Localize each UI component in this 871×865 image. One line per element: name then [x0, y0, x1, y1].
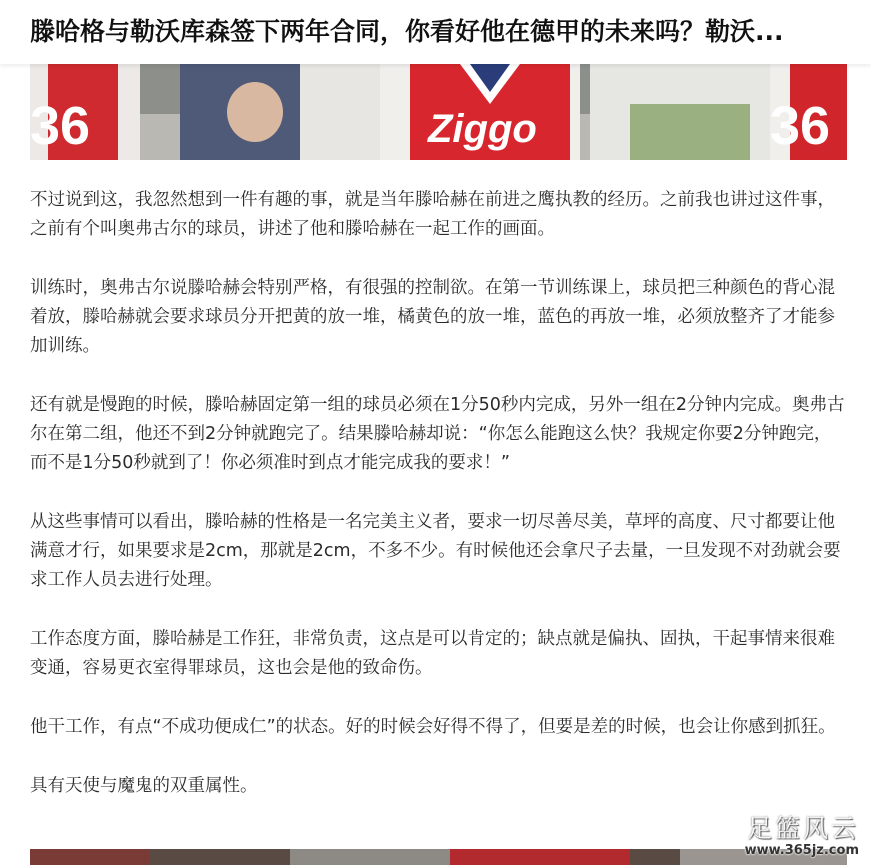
sponsor-logo-text: Ziggo [428, 107, 537, 151]
article-photo [30, 64, 847, 160]
jersey-number-left: 36 [30, 96, 91, 156]
article-paragraph: 工作态度方面，滕哈赫是工作狂，非常负责，这点是可以肯定的；缺点就是偏执、固执，干起事情来很难变通，容易更衣室得罪球员，这也会是他的致命伤。 [30, 629, 835, 678]
article-title: 滕哈格与勒沃库森签下两年合同，你看好他在德甲的未来吗？勒沃... [30, 17, 784, 46]
watermark-url: www.365jz.com [744, 843, 859, 858]
article-paragraph: 从这些事情可以看出，滕哈赫的性格是一名完美主义者，要求一切尽善尽美，草坪的高度、尺寸都要让他满意才行，如果要求是2cm，那就是2cm，不多不少。有时候他还会拿尺子去量，一旦发现不对劲就会要求工作人员去进行处理。 [30, 512, 841, 590]
next-article-photo [30, 849, 847, 865]
article-paragraph: 具有天使与魔鬼的双重属性。 [30, 776, 258, 796]
watermark-logo: 足篮风云 [746, 814, 859, 843]
article-paragraph: 他干工作，有点“不成功便成仁”的状态。好的时候会好得不得了，但要是差的时候，也会让你感到抓狂。 [30, 717, 836, 737]
jersey-number-right: 36 [770, 96, 831, 156]
article-header [0, 0, 871, 64]
article-paragraph: 训练时，奥弗古尔说滕哈赫会特别严格，有很强的控制欲。在第一节训练课上，球员把三种颜色的背心混着放，滕哈赫就会要求球员分开把黄的放一堆，橘黄色的放一堆，蓝色的再放一堆，必须放整齐了才能参加训练。 [30, 278, 835, 356]
article-paragraph: 不过说到这，我忽然想到一件有趣的事，就是当年滕哈赫在前进之鹰执教的经历。之前我也讲过这件事，之前有个叫奥弗古尔的球员，讲述了他和滕哈赫在一起工作的画面。 [30, 190, 835, 239]
article-body [30, 186, 847, 831]
article-paragraph: 还有就是慢跑的时候，滕哈赫固定第一组的球员必须在1分50秒内完成，另外一组在2分钟内完成。奥弗古尔在第二组，他还不到2分钟就跑完了。结果滕哈赫却说：“你怎么能跑这么快？我规定你要2分钟跑完，而不是1分50秒就到了！你必须准时到点才能完成我的要求！” [30, 395, 845, 473]
site-watermark [745, 815, 859, 859]
